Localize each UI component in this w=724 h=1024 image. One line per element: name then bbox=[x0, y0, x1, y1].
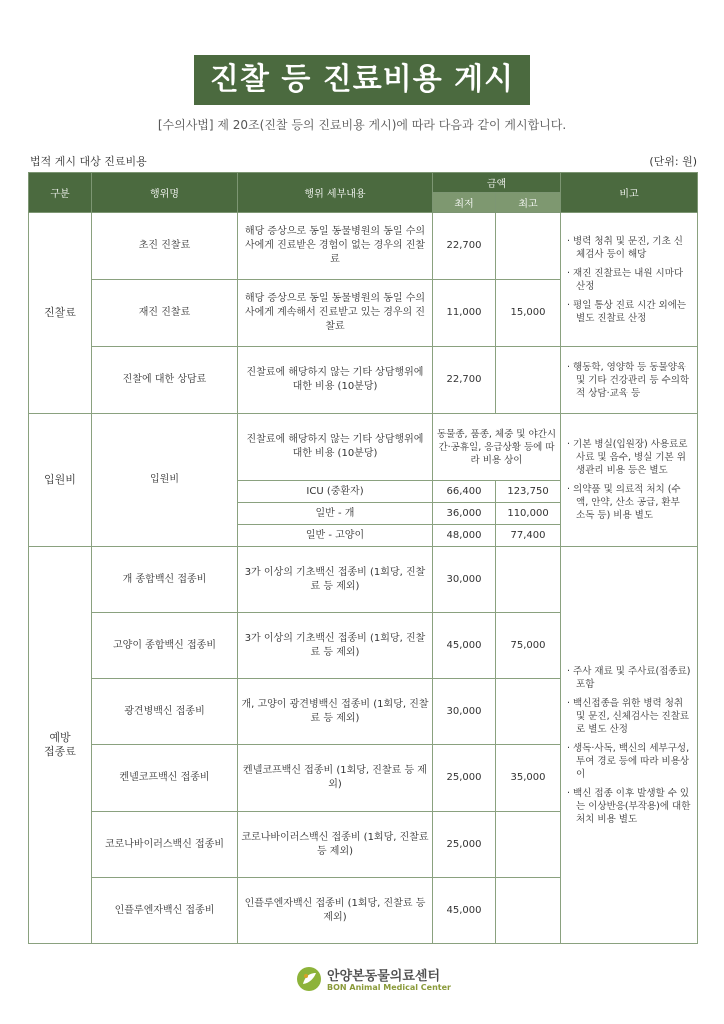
procedure-name: 켄넬코프백신 접종비 bbox=[92, 745, 238, 812]
note-line: · 백신 접종 이후 발생할 수 있는 이상반응(부작용)에 대한 처치 비용 별도 bbox=[567, 787, 691, 825]
min-price: 11,000 bbox=[433, 280, 496, 347]
procedure-detail: 개, 고양이 광견병백신 접종비 (1회당, 진찰료 등 제외) bbox=[238, 679, 433, 745]
max-price bbox=[496, 812, 561, 878]
min-price: 45,000 bbox=[433, 878, 496, 944]
procedure-name: 재진 진찰료 bbox=[92, 280, 238, 347]
procedure-name: 고양이 종합백신 접종비 bbox=[92, 613, 238, 679]
note-line: · 재진 진찰료는 내원 시마다 산정 bbox=[567, 267, 684, 292]
procedure-name: 진찰에 대한 상담료 bbox=[92, 347, 238, 414]
note-cell bbox=[561, 414, 698, 547]
note-line: · 병력 청취 및 문진, 기초 신체검사 등이 해당 bbox=[567, 235, 683, 260]
note-cell bbox=[561, 213, 698, 347]
procedure-name: 코로나바이러스백신 접종비 bbox=[92, 812, 238, 878]
header-detail: 행위 세부내용 bbox=[238, 173, 433, 213]
note-line: · 행동학, 영양학 등 동물양육 및 기타 건강관리 등 수의학적 상담·교육 등 bbox=[567, 361, 690, 399]
page-title: 진찰 등 진료비용 게시 bbox=[194, 55, 530, 105]
ward-type: 일반 - 개 bbox=[238, 503, 433, 525]
procedure-detail: 켄넬코프백신 접종비 (1회당, 진찰료 등 제외) bbox=[238, 745, 433, 812]
table-row bbox=[29, 414, 698, 481]
min-price: 45,000 bbox=[433, 613, 496, 679]
ward-type: ICU (중환자) bbox=[238, 481, 433, 503]
note-line: · 백신접종을 위한 병력 청취 및 문진, 신체검사는 진찰료로 별도 산정 bbox=[567, 697, 690, 735]
note-line: · 의약품 및 의료적 처치 (수액, 안약, 산소 공급, 환부 소독 등) 비용 별도 bbox=[567, 484, 681, 521]
note-cell bbox=[561, 547, 698, 944]
fee-table bbox=[28, 172, 698, 944]
header-note: 비고 bbox=[561, 173, 698, 213]
table-row bbox=[29, 347, 698, 414]
note-line: · 주사 재료 및 주사료(접종료) 포함 bbox=[567, 665, 691, 690]
procedure-detail: 3가 이상의 기초백신 접종비 (1회당, 진찰료 등 제외) bbox=[238, 547, 433, 613]
max-price: 77,400 bbox=[496, 525, 561, 547]
price-range-note: 동물종, 품종, 체중 및 야간시간·공휴일, 응급상황 등에 따라 비용 상이 bbox=[433, 414, 561, 481]
table-caption: 법적 게시 대상 진료비용 bbox=[30, 155, 147, 168]
category-cell: 예방 접종료 bbox=[29, 547, 92, 944]
min-price: 66,400 bbox=[433, 481, 496, 503]
max-price: 110,000 bbox=[496, 503, 561, 525]
clinic-logo-icon bbox=[296, 966, 322, 992]
max-price: 75,000 bbox=[496, 613, 561, 679]
max-price: 15,000 bbox=[496, 280, 561, 347]
clinic-name: 안양본동물의료센터 bbox=[327, 969, 441, 984]
procedure-detail: 인플루엔자백신 접종비 (1회당, 진찰료 등 제외) bbox=[238, 878, 433, 944]
procedure-name: 인플루엔자백신 접종비 bbox=[92, 878, 238, 944]
note-line: · 평일 통상 진료 시간 외에는 별도 진찰료 산정 bbox=[567, 299, 687, 324]
min-price: 22,700 bbox=[433, 213, 496, 280]
category-cell: 입원비 bbox=[29, 414, 92, 547]
procedure-detail: 진찰료에 해당하지 않는 기타 상담행위에 대한 비용 (10분당) bbox=[238, 347, 433, 414]
clinic-name-en: BON Animal Medical Center bbox=[327, 983, 451, 992]
header-procedure: 행위명 bbox=[92, 173, 238, 213]
header-min: 최저 bbox=[433, 193, 496, 213]
header-category: 구분 bbox=[29, 173, 92, 213]
procedure-detail: 해당 증상으로 동일 동물병원의 동일 수의사에게 진료받은 경험이 없는 경우의 진찰료 bbox=[238, 213, 433, 280]
procedure-detail: 3가 이상의 기초백신 접종비 (1회당, 진찰료 등 제외) bbox=[238, 613, 433, 679]
note-line: · 기본 병실(입원장) 사용료로 사료 및 음수, 병실 기본 위생관리 비용 등은 별도 bbox=[567, 439, 688, 476]
unit-label: (단위: 원) bbox=[649, 155, 697, 168]
table-row bbox=[29, 213, 698, 280]
min-price: 48,000 bbox=[433, 525, 496, 547]
procedure-detail: 해당 증상으로 동일 동물병원의 동일 수의사에게 계속해서 진료받고 있는 경우의 진찰료 bbox=[238, 280, 433, 347]
note-line: · 생독·사독, 백신의 세부구성, 투여 경로 등에 따라 비용상이 bbox=[567, 742, 690, 780]
min-price: 30,000 bbox=[433, 679, 496, 745]
max-price bbox=[496, 347, 561, 414]
max-price bbox=[496, 547, 561, 613]
min-price: 36,000 bbox=[433, 503, 496, 525]
min-price: 25,000 bbox=[433, 812, 496, 878]
procedure-detail: 진찰료에 해당하지 않는 기타 상담행위에 대한 비용 (10분당) bbox=[238, 414, 433, 481]
category-cell: 진찰료 bbox=[29, 213, 92, 414]
header-amount: 금액 bbox=[433, 173, 561, 193]
max-price bbox=[496, 213, 561, 280]
note-cell bbox=[561, 347, 698, 414]
max-price bbox=[496, 878, 561, 944]
max-price: 35,000 bbox=[496, 745, 561, 812]
min-price: 25,000 bbox=[433, 745, 496, 812]
ward-type: 일반 - 고양이 bbox=[238, 525, 433, 547]
procedure-name: 초진 진찰료 bbox=[92, 213, 238, 280]
page-subtitle: [수의사법] 제 20조(진찰 등의 진료비용 게시)에 따라 다음과 같이 게시합니다. bbox=[157, 118, 567, 132]
table-row bbox=[29, 547, 698, 613]
procedure-detail: 코로나바이러스백신 접종비 (1회당, 진찰료 등 제외) bbox=[238, 812, 433, 878]
min-price: 30,000 bbox=[433, 547, 496, 613]
header-max: 최고 bbox=[496, 193, 561, 213]
procedure-name: 광견병백신 접종비 bbox=[92, 679, 238, 745]
procedure-name: 입원비 bbox=[92, 414, 238, 547]
min-price: 22,700 bbox=[433, 347, 496, 414]
procedure-name: 개 종합백신 접종비 bbox=[92, 547, 238, 613]
max-price: 123,750 bbox=[496, 481, 561, 503]
max-price bbox=[496, 679, 561, 745]
